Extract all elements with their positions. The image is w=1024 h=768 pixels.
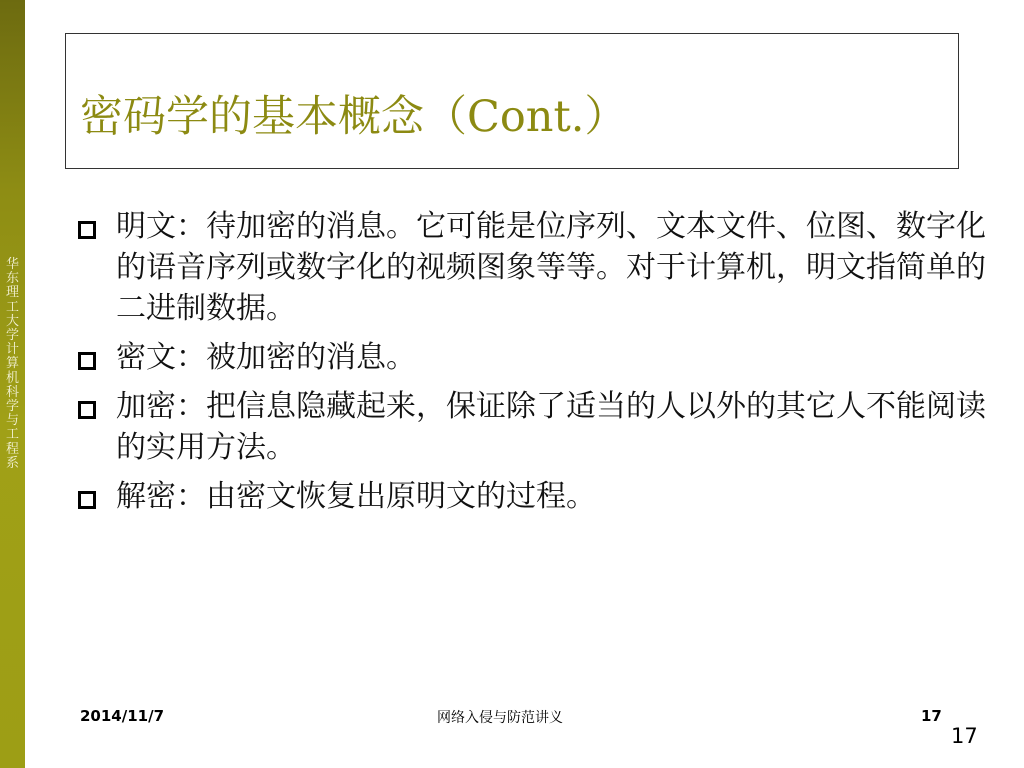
list-item [72,476,992,517]
bullet-text-encryption: 加密：把信息隐藏起来，保证除了适当的人以外的其它人不能阅读的实用方法。 [116,389,986,465]
bullet-text-plaintext: 明文：待加密的消息。它可能是位序列、文本文件、位图、数字化的语音序列或数字化的视频图象等等。对于计算机，明文指简单的二进制数据。 [116,209,986,326]
bullet-text-ciphertext: 密文：被加密的消息。 [116,340,416,375]
hollow-square-bullet-icon [78,352,96,370]
title-frame [65,33,959,169]
sidebar-strip [0,0,25,768]
footer-page-number: 17 [921,707,942,725]
footer-date: 2014/11/7 [80,707,165,725]
hollow-square-bullet-icon [78,401,96,419]
bullet-list [72,206,992,525]
bullet-text-decryption: 解密：由密文恢复出原明文的过程。 [116,479,596,514]
hollow-square-bullet-icon [78,491,96,509]
list-item [72,206,992,329]
sidebar-department-label: 华东理工大学计算机科学与工程系 [5,257,19,471]
hollow-square-bullet-icon [78,221,96,239]
list-item [72,337,992,378]
slide-title: 密码学的基本概念（Cont.） [80,92,628,142]
slide-number: 17 [951,724,978,748]
footer-course-title: 网络入侵与防范讲义 [437,710,563,726]
list-item [72,386,992,468]
